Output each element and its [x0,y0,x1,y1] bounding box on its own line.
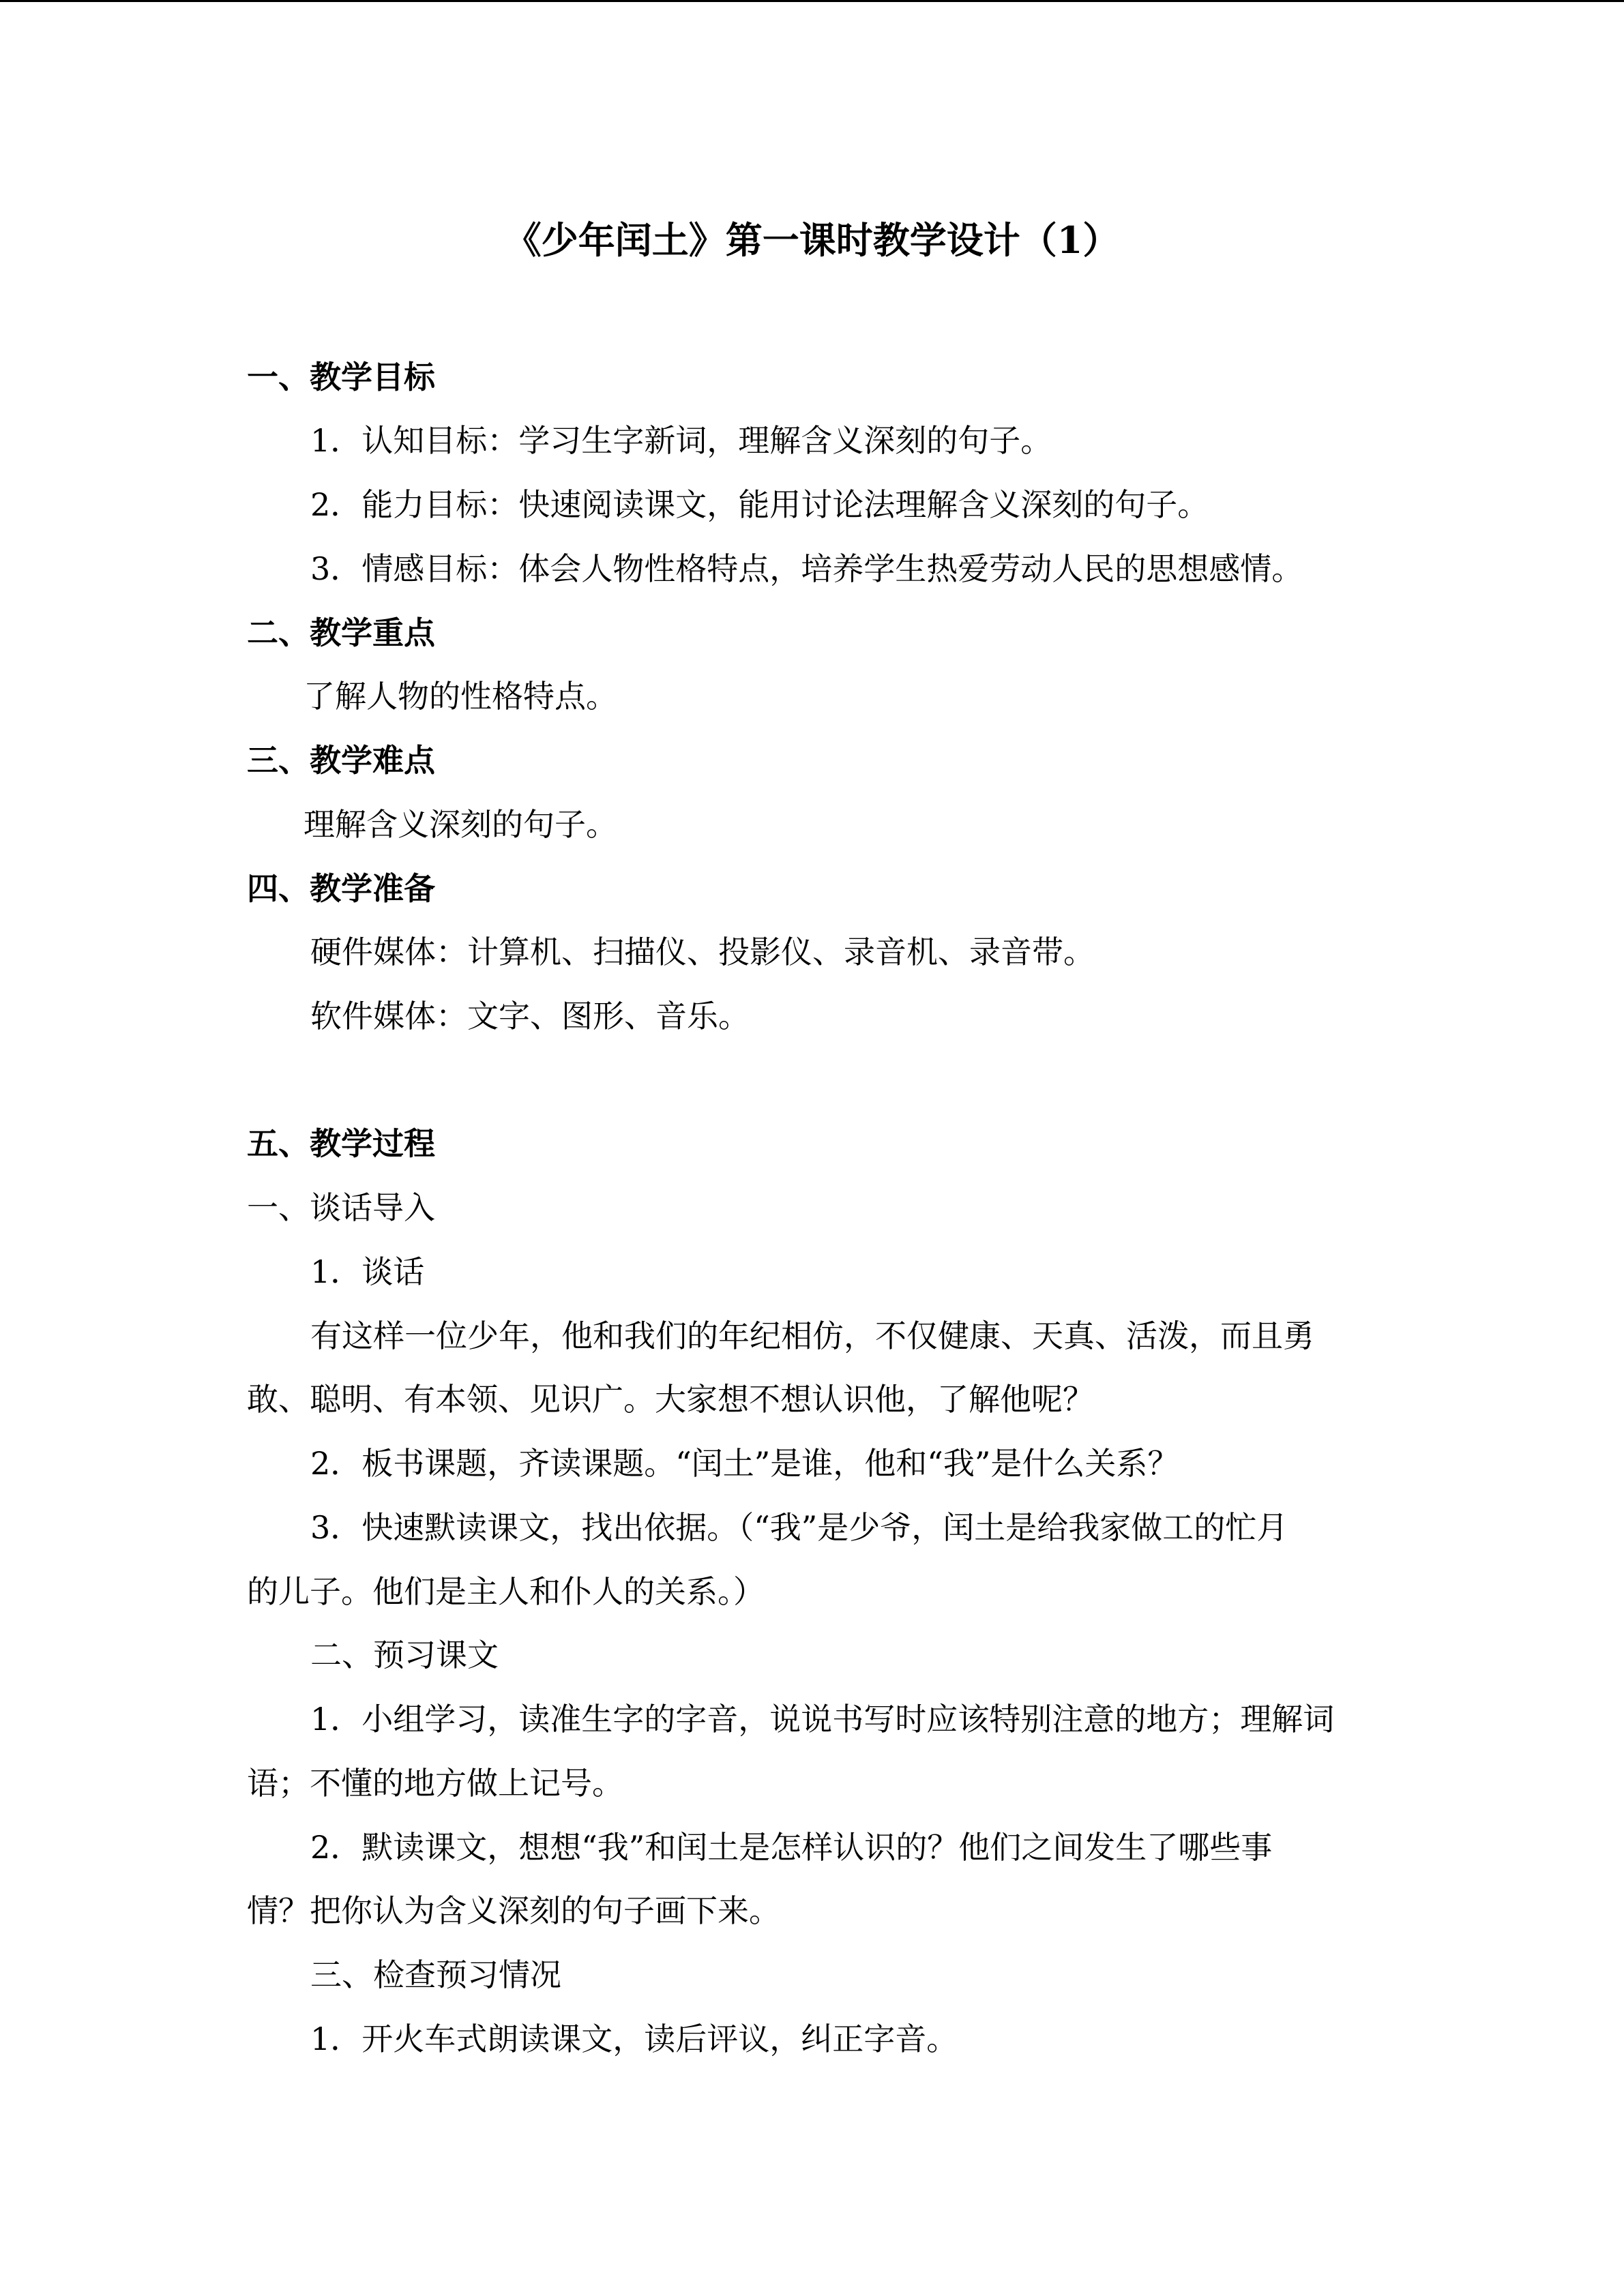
process-part2-item2-line1: 2．默读课文，想想“我”和闰土是怎样认识的？他们之间发生了哪些事 [310,1829,1273,1866]
section-heading-process: 五、教学过程 [247,1125,435,1162]
objective-item-ability: 2．能力目标：快速阅读课文，能用讨论法理解含义深刻的句子。 [310,486,1209,523]
process-part1-item3-line1: 3．快速默读课文，找出依据。（“我”是少爷，闰土是给我家做工的忙月 [310,1509,1288,1546]
objective-item-emotion: 3．情感目标：体会人物性格特点，培养学生热爱劳动人民的思想感情。 [310,550,1303,587]
preparation-software: 软件媒体：文字、图形、音乐。 [310,998,750,1034]
section-heading-difficulties: 三、教学难点 [247,742,435,779]
process-part3-item1: 1．开火车式朗读课文，读后评议，纠正字音。 [310,2021,958,2057]
process-part2-item1-line1: 1．小组学习，读准生字的字音，说说书写时应该特别注意的地方；理解词 [310,1701,1335,1738]
process-part3-title: 三、检查预习情况 [310,1956,561,1993]
process-part1-para1-line1: 有这样一位少年，他和我们的年纪相仿，不仅健康、天真、活泼，而且勇 [310,1317,1314,1354]
page-top-border [0,0,1624,2]
process-part1-title: 一、谈话导入 [247,1189,435,1226]
preparation-hardware: 硬件媒体：计算机、扫描仪、投影仪、录音机、录音带。 [310,934,1095,970]
objective-item-cognitive: 1．认知目标：学习生字新词，理解含义深刻的句子。 [310,422,1052,459]
difficulties-text: 理解含义深刻的句子。 [304,806,617,843]
section-heading-preparation: 四、教学准备 [247,870,435,907]
section-heading-objectives: 一、教学目标 [247,359,435,396]
section-heading-key-points: 二、教学重点 [247,614,435,651]
document-title: 《少年闰土》第一课时教学设计（1） [504,218,1120,262]
process-part2-item1-line2: 语；不懂的地方做上记号。 [247,1765,623,1802]
process-part1-para1-line2: 敢、聪明、有本领、见识广。大家想不想认识他，了解他呢？ [247,1381,1094,1418]
key-points-text: 了解人物的性格特点。 [304,678,617,715]
process-part1-item1: 1．谈话 [310,1253,425,1290]
process-part1-item3-line2: 的儿子。他们是主人和仆人的关系。） [247,1573,765,1610]
process-part1-item2: 2．板书课题，齐读课题。“闰土”是谁，他和“我”是什么关系？ [310,1445,1179,1482]
process-part2-title: 二、预习课文 [310,1637,499,1673]
process-part2-item2-line2: 情？把你认为含义深刻的句子画下来。 [247,1892,780,1929]
